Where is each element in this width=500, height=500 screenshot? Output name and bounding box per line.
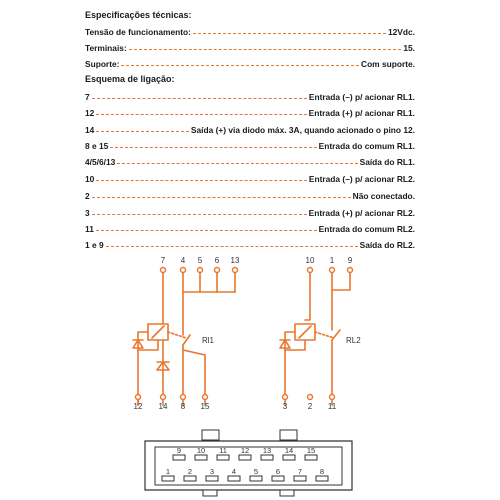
pin-label: 3: [85, 208, 90, 218]
connector-drawing: [145, 430, 352, 496]
connector-pin-label: 6: [275, 467, 281, 476]
pin-function: Entrada do comum RL1.: [318, 141, 415, 151]
connector-pin-label: 3: [209, 467, 215, 476]
pin-function: Saída do RL2.: [359, 240, 415, 250]
spec-label: Terminais:: [85, 43, 127, 53]
spec-label: Tensão de funcionamento:: [85, 27, 191, 37]
connector-pin-label: 9: [176, 446, 182, 455]
pin-label: 8 e 15: [85, 141, 109, 151]
rl1-pin-label: 4: [180, 256, 186, 265]
connector-pin-label: 1: [165, 467, 171, 476]
rl2-pin-label: 9: [347, 256, 353, 265]
pin-function: Entrada (+) p/ acionar RL1.: [308, 108, 415, 118]
specs-title: Especificações técnicas:: [85, 10, 192, 20]
pin-function: Não conectado.: [352, 191, 415, 201]
spec-label: Suporte:: [85, 59, 120, 69]
pin-label: 11: [85, 224, 94, 234]
rl2-pin-label: 3: [282, 402, 288, 411]
spec-value: 12Vdc.: [387, 27, 415, 37]
pin-label: 1 e 9: [85, 240, 104, 250]
rl1-schematic: [133, 271, 235, 405]
wiring-title: Esquema de ligação:: [85, 74, 175, 84]
connector-pin-label: 2: [187, 467, 193, 476]
rl2-pin-label: 10: [305, 256, 315, 265]
rl1-pin-label: 6: [214, 256, 220, 265]
pin-label: 4/5/6/13: [85, 157, 116, 167]
spec-value: 15.: [403, 43, 415, 53]
spec-value: Com suporte.: [361, 59, 415, 69]
rl1-pin-label: 5: [197, 256, 203, 265]
connector-pin-label: 11: [219, 446, 227, 455]
pin-label: 2: [85, 191, 90, 201]
pin-function: Saída (+) via diodo máx. 3A, quando acionado o pino 12.: [190, 125, 415, 135]
pin-label: 10: [85, 174, 95, 184]
connector-pin-label: 14: [284, 446, 294, 455]
rl1-pin-label: 14: [158, 402, 168, 411]
connector-pin-label: 5: [253, 467, 259, 476]
pin-function: Entrada (+) p/ acionar RL2.: [308, 208, 415, 218]
connector-pin-label: 8: [319, 467, 325, 476]
pin-function: Entrada do comum RL2.: [318, 224, 415, 234]
connector-pin-label: 7: [297, 467, 303, 476]
connector-pin-label: 12: [240, 446, 250, 455]
rl1-pin-label: 15: [200, 402, 210, 411]
rl2-pin-label: 1: [329, 256, 335, 265]
pin-function: Entrada (–) p/ acionar RL1.: [308, 92, 415, 102]
rl2-name-label: RL2: [346, 336, 361, 345]
rl2-schematic: [280, 271, 350, 405]
connector-pin-label: 15: [306, 446, 316, 455]
connector-pin-label: 4: [231, 467, 237, 476]
connector-pin-label: 13: [262, 446, 272, 455]
connector-pin-label: 10: [196, 446, 206, 455]
pin-label: 14: [85, 125, 95, 135]
pin-label: 7: [85, 92, 90, 102]
pin-label: 12: [85, 108, 95, 118]
rl1-name-label: Rl1: [202, 336, 215, 345]
pin-function: Entrada (–) p/ acionar RL2.: [308, 174, 415, 184]
rl1-pin-label: 7: [160, 256, 166, 265]
rl1-pin-label: 8: [180, 402, 186, 411]
pin-function: Saída do RL1.: [359, 157, 415, 167]
rl2-pin-label: 11: [327, 402, 337, 411]
rl2-pin-label: 2: [307, 402, 313, 411]
rl1-pin-label: 12: [133, 402, 143, 411]
rl1-pin-label: 13: [230, 256, 240, 265]
